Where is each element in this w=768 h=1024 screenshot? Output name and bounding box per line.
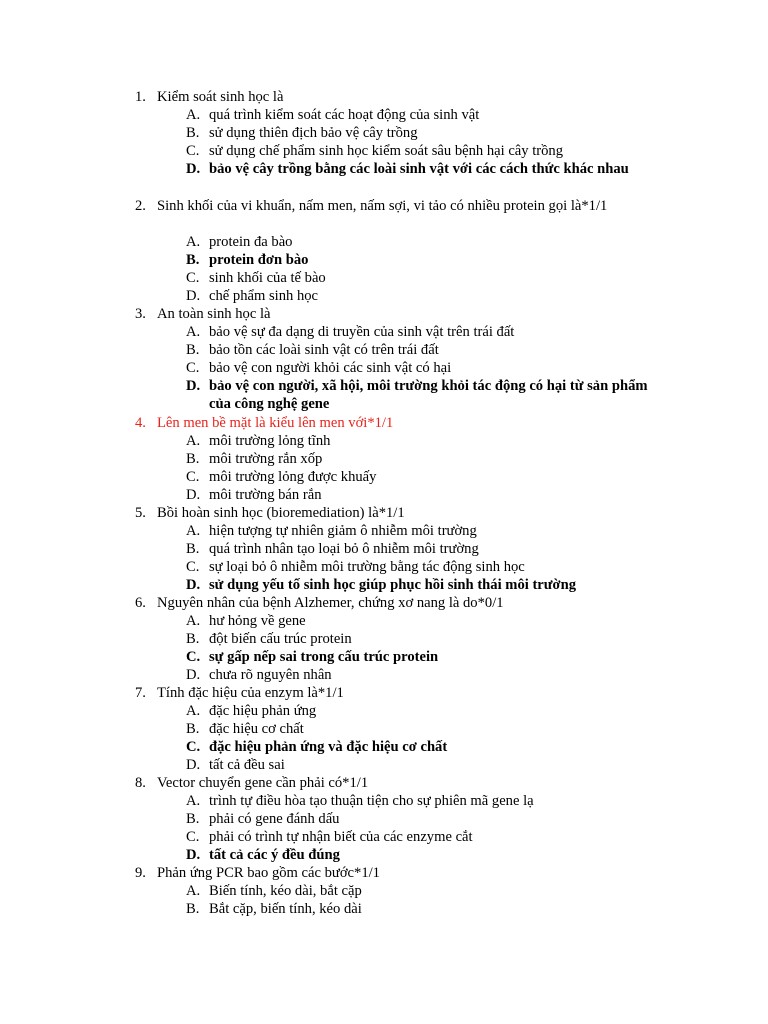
option-text: đặc hiệu phản ứng <box>209 703 317 719</box>
question-text: Tính đặc hiệu của enzym là*1/1 <box>157 685 344 701</box>
option-letter: C. <box>186 360 200 376</box>
option-letter: D. <box>186 288 201 304</box>
option-1b <box>186 124 656 142</box>
option-letter: C. <box>186 270 200 286</box>
option-letter: B. <box>186 541 200 557</box>
option-letter: A. <box>186 433 201 449</box>
option-letter: A. <box>186 883 201 899</box>
question-text: Sinh khối của vi khuẩn, nấm men, nấm sợi, vi tảo có nhiều protein gọi là*1/1 <box>157 198 608 214</box>
option-text: phải có trình tự nhận biết của các enzyme cắt <box>209 829 473 845</box>
question-number: 8. <box>135 775 146 791</box>
option-4b <box>186 450 656 468</box>
option-7a <box>186 702 656 720</box>
question-number: 6. <box>135 595 146 611</box>
option-2c <box>186 269 656 287</box>
option-7b <box>186 720 656 738</box>
option-letter: D. <box>186 487 201 503</box>
option-5c <box>186 558 656 576</box>
option-text: sử dụng thiên địch bảo vệ cây trồng <box>209 125 418 141</box>
question-7 <box>135 684 655 702</box>
question-number: 9. <box>135 865 146 881</box>
option-letter: D. <box>186 847 201 863</box>
option-3b <box>186 341 656 359</box>
option-text: protein đa bào <box>209 234 293 250</box>
question-text: Phản ứng PCR bao gồm các bước*1/1 <box>157 865 380 881</box>
option-text: sử dụng chế phẩm sinh học kiểm soát sâu bệnh hại cây trồng <box>209 143 564 159</box>
option-text: đột biến cấu trúc protein <box>209 631 352 647</box>
option-text: đặc hiệu phản ứng và đặc hiệu cơ chất <box>209 739 448 755</box>
option-2d <box>186 287 656 305</box>
option-text: sự gấp nếp sai trong cấu trúc protein <box>209 649 439 665</box>
question-number: 7. <box>135 685 146 701</box>
option-text: bảo vệ con người khỏi các sinh vật có hại <box>209 360 452 376</box>
option-4a <box>186 432 656 450</box>
option-text: bảo tồn các loài sinh vật có trên trái đất <box>209 342 439 358</box>
option-text: sử dụng yếu tố sinh học giúp phục hồi sinh thái môi trường <box>209 577 577 593</box>
question-text: An toàn sinh học là <box>157 306 271 322</box>
option-8a <box>186 792 656 810</box>
question-text: Kiểm soát sinh học là <box>157 89 284 105</box>
question-6 <box>135 594 655 612</box>
question-number: 1. <box>135 89 146 105</box>
option-7d <box>186 756 656 774</box>
option-6a <box>186 612 656 630</box>
option-letter: C. <box>186 469 200 485</box>
option-letter: B. <box>186 811 200 827</box>
option-8b <box>186 810 656 828</box>
option-letter: B. <box>186 721 200 737</box>
option-text: sinh khối của tế bào <box>209 270 326 286</box>
option-letter: D. <box>186 577 201 593</box>
option-letter: B. <box>186 901 200 917</box>
option-text: bảo vệ con người, xã hội, môi trường khỏi tác động có hại từ sản phẩm của công nghệ gene <box>209 378 648 413</box>
option-text: bảo vệ cây trồng bằng các loài sinh vật với các cách thức khác nhau <box>209 161 629 177</box>
option-9b <box>186 900 656 918</box>
option-1d-answer <box>186 160 656 178</box>
option-letter: B. <box>186 451 200 467</box>
question-text: Nguyên nhân của bệnh Alzhemer, chứng xơ nang là do*0/1 <box>157 595 504 611</box>
option-letter: D. <box>186 161 201 177</box>
option-letter: A. <box>186 613 201 629</box>
question-text: Lên men bề mặt là kiểu lên men với*1/1 <box>157 415 394 431</box>
question-2 <box>135 197 635 215</box>
option-text: tất cả các ý đều đúng <box>209 847 340 863</box>
option-letter: B. <box>186 125 200 141</box>
option-6b <box>186 630 656 648</box>
question-3 <box>135 305 655 323</box>
option-letter: D. <box>186 667 201 683</box>
option-text: môi trường rắn xốp <box>209 451 323 467</box>
question-4 <box>135 414 655 432</box>
option-letter: D. <box>186 757 201 773</box>
option-4c <box>186 468 656 486</box>
option-3a <box>186 323 656 341</box>
question-1 <box>135 88 655 106</box>
option-letter: C. <box>186 143 200 159</box>
question-5 <box>135 504 655 522</box>
option-text: môi trường lỏng được khuấy <box>209 469 377 485</box>
option-letter: B. <box>186 342 200 358</box>
option-text: Bắt cặp, biến tính, kéo dài <box>209 901 362 917</box>
option-text: chưa rõ nguyên nhân <box>209 667 332 683</box>
option-5b <box>186 540 656 558</box>
option-text: protein đơn bào <box>209 252 309 268</box>
option-1a <box>186 106 656 124</box>
option-text: quá trình nhân tạo loại bỏ ô nhiễm môi trường <box>209 541 479 557</box>
question-text: Bồi hoàn sinh học (bioremediation) là*1/1 <box>157 505 405 521</box>
option-text: trình tự điều hòa tạo thuận tiện cho sự phiên mã gene lạ <box>209 793 534 809</box>
option-text: đặc hiệu cơ chất <box>209 721 304 737</box>
option-text: quá trình kiểm soát các hoạt động của sinh vật <box>209 107 480 123</box>
question-number: 4. <box>135 415 146 431</box>
option-letter: C. <box>186 829 200 845</box>
option-9a <box>186 882 656 900</box>
option-letter: C. <box>186 649 201 665</box>
question-number: 2. <box>135 198 146 214</box>
option-8c <box>186 828 656 846</box>
option-text: hư hỏng về gene <box>209 613 306 629</box>
option-text: môi trường bán rắn <box>209 487 322 503</box>
option-2b-answer <box>186 251 656 269</box>
option-4d <box>186 486 656 504</box>
option-text: hiện tượng tự nhiên giảm ô nhiễm môi trường <box>209 523 477 539</box>
option-text: tất cả đều sai <box>209 757 285 773</box>
option-7c-answer <box>186 738 656 756</box>
option-text: sự loại bỏ ô nhiễm môi trường bằng tác động sinh học <box>209 559 525 575</box>
option-3c <box>186 359 656 377</box>
option-letter: A. <box>186 793 201 809</box>
question-number: 3. <box>135 306 146 322</box>
question-text: Vector chuyển gene cần phải có*1/1 <box>157 775 369 791</box>
option-letter: A. <box>186 234 201 250</box>
option-1c <box>186 142 656 160</box>
option-5d-answer <box>186 576 656 594</box>
option-letter: B. <box>186 631 200 647</box>
option-8d-answer <box>186 846 656 864</box>
option-2a <box>186 233 656 251</box>
option-text: chế phẩm sinh học <box>209 288 319 304</box>
option-6c-answer <box>186 648 656 666</box>
option-letter: D. <box>186 378 201 394</box>
option-text: Biến tính, kéo dài, bắt cặp <box>209 883 362 899</box>
option-letter: A. <box>186 703 201 719</box>
option-6d <box>186 666 656 684</box>
option-letter: A. <box>186 324 201 340</box>
option-letter: A. <box>186 107 201 123</box>
question-number: 5. <box>135 505 146 521</box>
option-letter: B. <box>186 252 200 268</box>
option-text: phải có gene đánh dấu <box>209 811 340 827</box>
option-letter: C. <box>186 739 201 755</box>
option-text: bảo vệ sự đa dạng di truyền của sinh vật trên trái đất <box>209 324 515 340</box>
question-8 <box>135 774 655 792</box>
question-9 <box>135 864 655 882</box>
option-letter: A. <box>186 523 201 539</box>
option-3d-answer <box>186 377 656 413</box>
option-letter: C. <box>186 559 200 575</box>
option-5a <box>186 522 656 540</box>
option-text: môi trường lỏng tĩnh <box>209 433 331 449</box>
